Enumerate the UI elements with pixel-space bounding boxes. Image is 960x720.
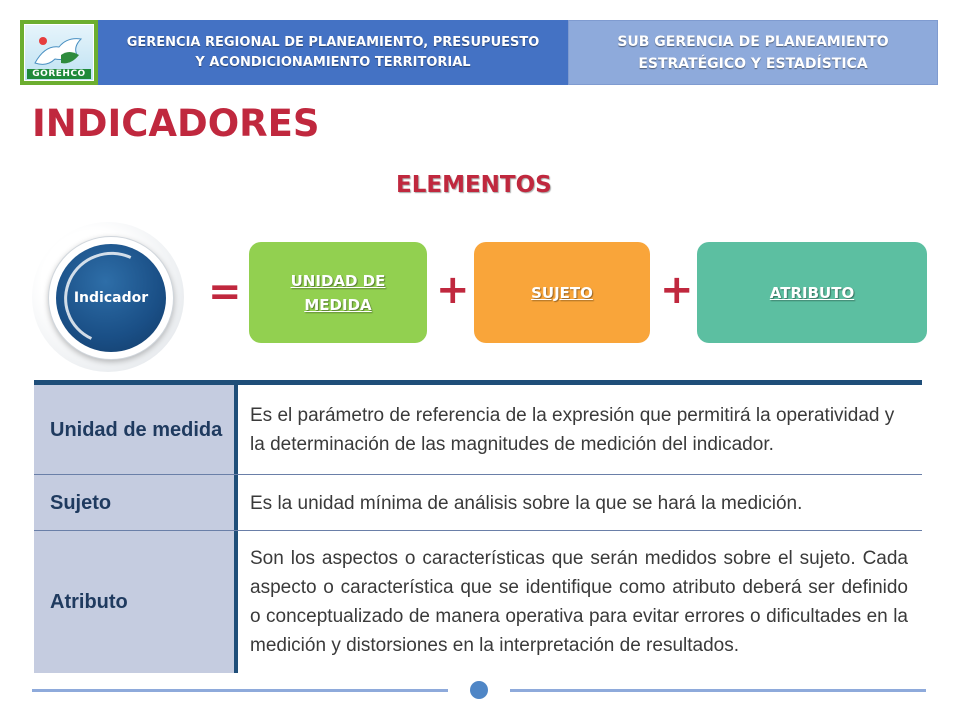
plus-sign-1: + — [436, 267, 470, 313]
indicator-label: Indicador — [73, 290, 149, 306]
header-left-line-1: GERENCIA REGIONAL DE PLANEAMIENTO, PRESUPUESTO — [126, 34, 540, 50]
term-sujeto: Sujeto — [50, 491, 112, 514]
equals-sign: = — [208, 269, 242, 315]
header-band-subgerencia — [568, 20, 938, 85]
header-band-gerencia — [98, 20, 568, 85]
element-label-unidad-line-2: MEDIDA — [304, 295, 372, 314]
definition-cell — [238, 531, 922, 673]
section-subtitle: ELEMENTOS — [396, 172, 552, 198]
header-right-line-1: SUB GERENCIA DE PLANEAMIENTO — [617, 33, 889, 50]
plus-sign-2: + — [660, 267, 694, 313]
table-row — [34, 385, 922, 475]
element-label-unidad-line-1: UNIDAD DE — [290, 271, 386, 290]
term-unidad-de-medida: Unidad de medida — [50, 418, 223, 441]
term-atributo: Atributo — [50, 590, 128, 613]
footer-line-left — [32, 689, 448, 692]
element-sujeto — [474, 242, 650, 343]
element-unidad-de-medida — [249, 242, 427, 343]
definition-sujeto: Es la unidad mínima de análisis sobre la que se hará la medición. — [250, 492, 803, 514]
term-cell — [34, 385, 234, 475]
footer-line-right — [510, 689, 926, 692]
definition-cell — [238, 385, 922, 475]
header-left-line-2: Y ACONDICIONAMIENTO TERRITORIAL — [195, 54, 471, 70]
definitions-table — [34, 380, 922, 673]
table-row — [34, 475, 922, 531]
element-label-unidad — [291, 269, 386, 317]
logo-emblem — [24, 24, 94, 81]
element-label-sujeto: SUJETO — [531, 283, 593, 302]
logo-text: GOREHCO — [27, 69, 91, 79]
footer-dot — [470, 681, 488, 699]
element-label-atributo: ATRIBUTO — [769, 283, 855, 302]
term-cell — [34, 531, 234, 673]
term-cell — [34, 475, 234, 531]
header-right-line-2: ESTRATÉGICO Y ESTADÍSTICA — [638, 55, 868, 72]
definition-unidad-de-medida: Es el parámetro de referencia de la expresión que permitirá la operatividad y la determinación de las magnitudes de medición del indicador. — [250, 405, 895, 455]
element-atributo — [697, 242, 927, 343]
page-title: INDICADORES — [32, 102, 320, 145]
table-row — [34, 531, 922, 673]
definition-atributo: Son los aspectos o características que serán medidos sobre el sujeto. Cada aspecto o característica que se identifique como atributo deberá ser definido o conceptualizado de manera operativa para evitar errores o dificultades en la medición y distorsiones en la interpretación de resultados. — [250, 548, 908, 656]
gorehco-logo — [20, 20, 98, 85]
definition-cell — [238, 475, 922, 531]
